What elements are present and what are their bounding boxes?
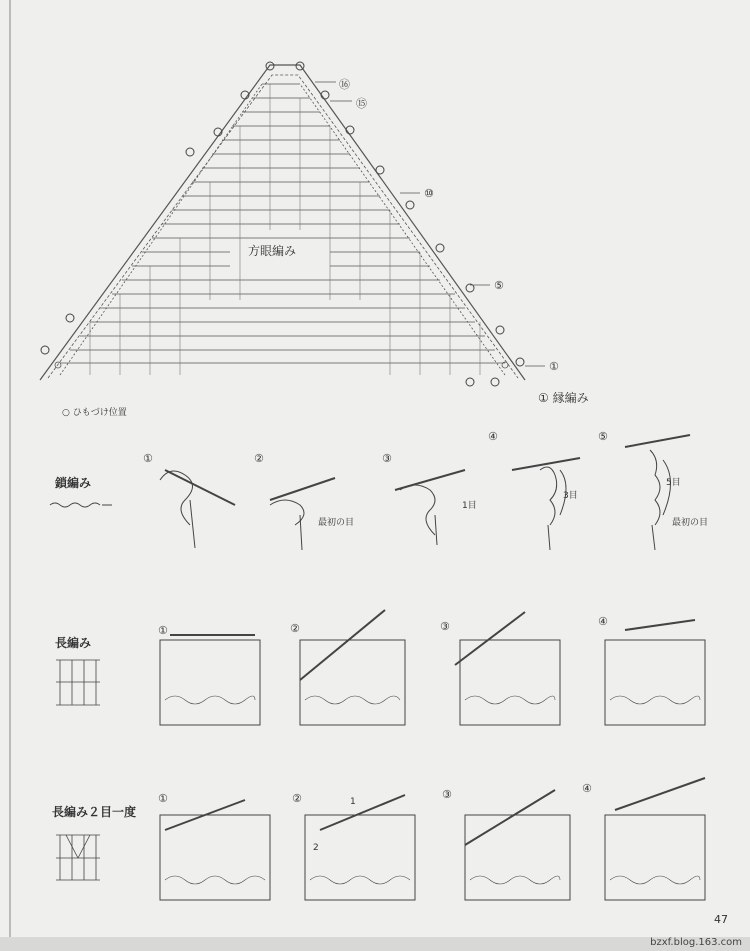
edge-label: ① 縁編み bbox=[538, 391, 589, 405]
dc-step-2: ② bbox=[290, 622, 300, 635]
dc-step-1: ① bbox=[158, 624, 168, 637]
row-marker-10: ⑩ bbox=[424, 187, 434, 200]
row-marker-16: ⑯ bbox=[339, 78, 350, 91]
chain-step-1: ① bbox=[143, 452, 153, 465]
chain-step-4: ④ bbox=[488, 430, 498, 443]
chain-note-five: 5目 bbox=[666, 478, 681, 488]
chain-title: 鎖編み bbox=[55, 476, 92, 490]
footer-bar bbox=[0, 937, 750, 951]
dc2tog-step-4: ④ bbox=[582, 782, 592, 795]
tie-label: ○ ひもづけ位置 bbox=[62, 408, 127, 418]
dc2tog-illustrations bbox=[56, 778, 705, 900]
chain-note-one: 1目 bbox=[462, 501, 477, 511]
chain-note-three: 3目 bbox=[563, 491, 578, 501]
page-number: 47 bbox=[714, 913, 728, 926]
chain-step-2: ② bbox=[254, 452, 264, 465]
dc2tog-step-1: ① bbox=[158, 792, 168, 805]
chain-step-3: ③ bbox=[382, 452, 392, 465]
dc-step-3: ③ bbox=[440, 620, 450, 633]
dc-title: 長編み bbox=[55, 636, 92, 650]
chain-note-first: 最初の目 bbox=[318, 518, 355, 528]
dc2tog-step-3: ③ bbox=[442, 788, 452, 801]
center-label: 方眼編み bbox=[248, 244, 297, 258]
chain-step-5: ⑤ bbox=[598, 430, 608, 443]
dc2tog-title: 長編み２目一度 bbox=[52, 805, 137, 819]
dc-step-4: ④ bbox=[598, 615, 608, 628]
chain-note-first-2: 最初の目 bbox=[672, 518, 709, 528]
dc2tog-note-2: 2 bbox=[313, 843, 319, 853]
watermark: bzxf.blog.163.com bbox=[650, 937, 742, 948]
row-marker-15: ⑮ bbox=[356, 97, 367, 110]
triangle-chart bbox=[40, 62, 545, 386]
row-marker-5: ⑤ bbox=[494, 279, 504, 292]
row-marker-1: ① bbox=[549, 360, 559, 373]
dc2tog-step-2: ② bbox=[292, 792, 302, 805]
dc2tog-note-1: 1 bbox=[350, 797, 356, 807]
